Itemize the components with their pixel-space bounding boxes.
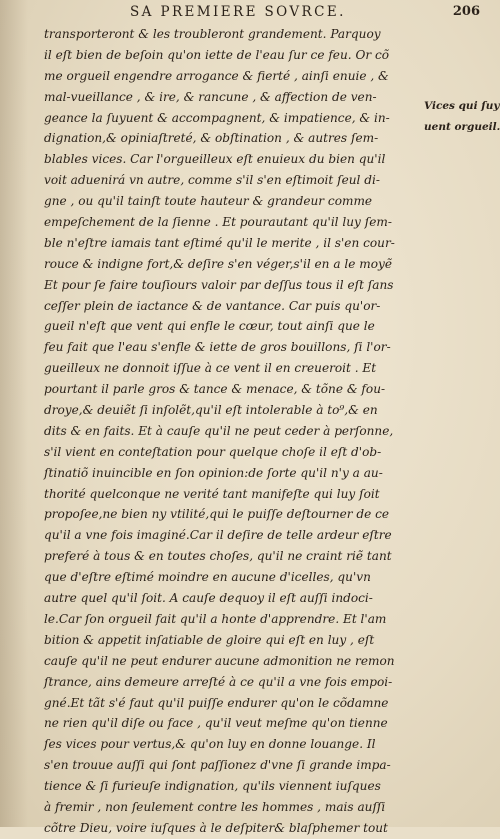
- margin-note: [424, 96, 500, 138]
- text-line: ſtinatiõ inuincible en ſon opinion:de ſorte qu'il n'y a au-: [44, 465, 383, 480]
- text-line: gueil n'eſt que vent qui enfle le cœur, tout ainſi que le: [44, 319, 375, 334]
- gutter-shadow: [0, 0, 28, 827]
- text-line: mal-vueillance , & ire, & rancune , & affection de ven-: [44, 89, 377, 104]
- text-line: cõtre Dieu, voire iuſques à le deſpiter& blaſphemer tout: [44, 820, 388, 835]
- text-line: autre quel qu'il ſoit. A cauſe dequoy il eſt auſſi indoci-: [44, 591, 373, 606]
- text-line: feu fait que l'eau s'enfle & iette de gros bouillons, ſi l'or-: [44, 340, 391, 355]
- text-line: rouce & indigne fort,& deſire s'en véger,s'il en a le moyẽ: [44, 256, 392, 271]
- body-text: [44, 24, 416, 839]
- text-line: le.Car ſon orgueil fait qu'il a honte d'apprendre. Et l'am: [44, 611, 387, 626]
- margin-note-line: uent orgueil.: [424, 121, 500, 133]
- text-line: que d'eſtre eſtimé moindre en aucune d'icelles, qu'vn: [44, 570, 371, 585]
- margin-note-line: Vices qui ſuy: [424, 100, 500, 112]
- text-line: empeſchement de la ſienne . Et pourautant qu'il luy ſem-: [44, 215, 392, 230]
- text-line: droye,& deuiẽt ſi inſolẽt,qu'il eſt intolerable à to⁹,& en: [44, 403, 378, 418]
- text-line: cauſe qu'il ne peut endurer aucune admonition ne remon: [44, 653, 395, 668]
- text-line: ble n'eſtre iamais tant eſtimé qu'il le merite , il s'en cour-: [44, 235, 395, 250]
- text-line: dits & en faits. Et à cauſe qu'il ne peut ceder à perſonne,: [44, 423, 394, 438]
- text-line: blables vices. Car l'orgueilleux eſt enuieux du bien qu'il: [44, 152, 386, 167]
- text-line: bition & appetit inſatiable de gloire qui eſt en luy , eſt: [44, 632, 375, 647]
- text-line: qu'il a vne fois imaginé.Car il deſire de telle ardeur eſtre: [44, 528, 392, 543]
- text-line: gné.Et tãt s'é faut qu'il puiſſe endurer qu'on le cõdamne: [44, 695, 389, 710]
- text-line: à fremir , non ſeulement contre les hommes , mais auſſi: [44, 799, 386, 814]
- text-line: il eſt bien de beſoin qu'on iette de l'eau ſur ce feu. Or cõ: [44, 47, 390, 62]
- text-line: ceſſer plein de iactance & de vantance. Car puis qu'or-: [44, 298, 381, 313]
- running-head: SA PREMIERE SOVRCE.: [130, 4, 346, 20]
- text-line: propoſee,ne bien ny vtilité,qui le puiſſe deſtourner de ce: [44, 507, 390, 522]
- text-line: voit aduenirá vn autre, comme s'il s'en eſtimoit ſeul di-: [44, 173, 380, 188]
- text-line: ſes vices pour vertus,& qu'on luy en donne louange. Il: [44, 737, 376, 752]
- text-line: s'en trouue auſſi qui ſont paſſionez d'vne ſi grande impa-: [44, 758, 391, 773]
- text-line: geance la ſuyuent & accompagnent, & impatience, & in-: [44, 110, 390, 125]
- text-line: tience & ſi furieuſe indignation, qu'ils viennent iuſques: [44, 779, 381, 794]
- text-line: me orgueil engendre arrogance & fierté , ainſi enuie , &: [44, 68, 389, 83]
- text-line: dignation,& opiniaſtreté, & obſtination , & autres ſem-: [44, 131, 379, 146]
- text-line: transporteront & les troubleront grandement. Parquoy: [44, 27, 381, 41]
- page-number: 206: [452, 4, 480, 19]
- text-line: ſtrance, ains demeure arreſté à ce qu'il a vne fois empoi-: [44, 674, 393, 689]
- text-line: ne rien qu'il diſe ou face , qu'il veut meſme qu'on tienne: [44, 716, 388, 731]
- text-line: pourtant il parle gros & tance & menace, & tõne & fou-: [44, 382, 386, 397]
- text-line: s'il vient en conteſtation pour quelque choſe il eſt d'ob-: [44, 444, 382, 459]
- text-line: gne , ou qu'il tainſt toute hauteur & grandeur comme: [44, 194, 373, 209]
- page-header: [60, 4, 480, 24]
- text-line: preferé à tous & en toutes choſes, qu'il ne craint riẽ tant: [44, 549, 392, 564]
- text-line: gueilleux ne donnoit iſſue à ce vent il en creueroit . Et: [44, 361, 377, 376]
- text-line: Et pour ſe faire touſiours valoir par deſſus tous il eſt ſans: [44, 277, 394, 292]
- text-line: thorité quelconque ne verité tant manifeſte qui luy ſoit: [44, 486, 380, 501]
